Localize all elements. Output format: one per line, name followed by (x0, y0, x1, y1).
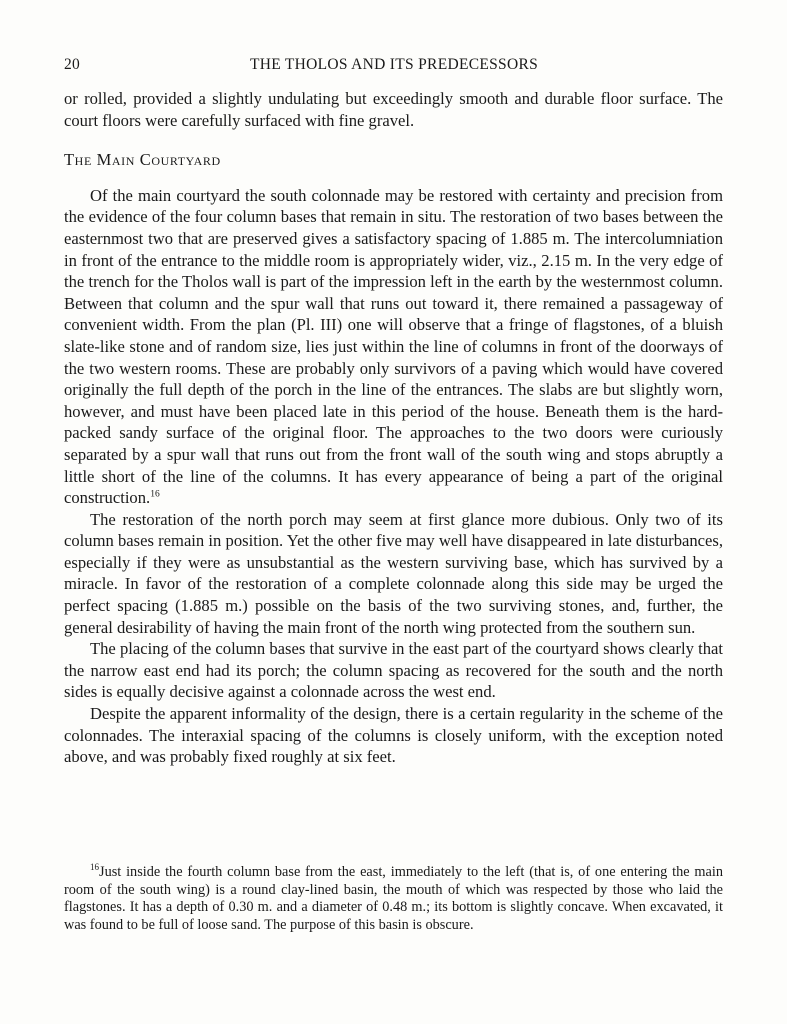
running-title: THE THOLOS AND ITS PREDECESSORS (249, 56, 539, 73)
section-heading: The Main Courtyard (64, 150, 221, 170)
footnote (64, 864, 723, 935)
paragraph-continued: or rolled, provided a slightly undulating but exceedingly smooth and durable floor surface. The court floors were carefully surfaced with fine gravel. (64, 89, 723, 130)
paragraph-text: Of the main courtyard the south colonnade may be restored with certainty and precision from the evidence of the four column bases that remain in situ. The restoration of two bases between the easternmost two that are preserved gives a satisfactory spacing of 1.885 m. The intercolumniation in front of the entrance to the middle room is appropriately wider, viz., 2.15 m. In the very edge of the trench for the Tholos wall is part of the impression left in the earth by the westernmost column. Between that column and the spur wall that runs out toward it, there remained a passageway of convenient width. From the plan (Pl. III) one will observe that a fringe of flagstones, of a bluish slate-like stone and of random size, lies just within the line of columns in front of the doorways of the two western rooms. These are probably only survivors of a paving which would have covered originally the full depth of the porch in the line of the entrances. The slabs are but slightly worn, however, and must have been placed late in this period of the house. Beneath them is the hard-packed sandy surface of the original floor. The approaches to the two doors were curiously separated by a spur wall that runs out from the front wall of the south wing and stops abruptly a little short of the line of the columns. It has every appearance of being a part of the original construction. (64, 185, 723, 508)
footnote-reference[interactable]: 16 (150, 489, 160, 500)
paragraph-regularity: Despite the apparent informality of the design, there is a certain regularity in the scheme of the colonnades. The interaxial spacing of the columns is closely uniform, with the exception noted above, and was probably fixed roughly at six feet. (64, 704, 723, 767)
footnote-text: Just inside the fourth column base from the east, immediately to the left (that is, of one entering the main room of the south wing) is a round clay-lined basin, the mouth of which was respected by those who laid the flagstones. It has a depth of 0.30 m. and a diameter of 0.48 m.; its bottom is slightly concave. When excavated, it was found to be full of loose sand. The purpose of this basin is obscure. (64, 864, 723, 934)
paragraph-south-colonnade (64, 185, 723, 509)
body-text (64, 88, 723, 768)
paragraph-north-porch: The restoration of the north porch may seem at first glance more dubious. Only two of its column bases remain in position. Yet the other five may well have disappeared in late disturbances, especially if they were as unsubstantial as the western surviving base, which has survived by a miracle. In favor of the restoration of a complete colonnade along this side may be urged the perfect spacing (1.885 m.) possible on the basis of the two surviving stones, and, further, the general desirability of having the main front of the north wing protected from the southern sun. (64, 509, 723, 637)
page-number: 20 (64, 56, 81, 73)
footnote-mark: 16 (90, 862, 99, 873)
page-header (64, 56, 724, 78)
paragraph-east-end: The placing of the column bases that survive in the east part of the courtyard shows clearly that the narrow east end had its porch; the column spacing as recovered for the south and the north sides is equally decisive against a colonnade across the west end. (64, 639, 723, 702)
